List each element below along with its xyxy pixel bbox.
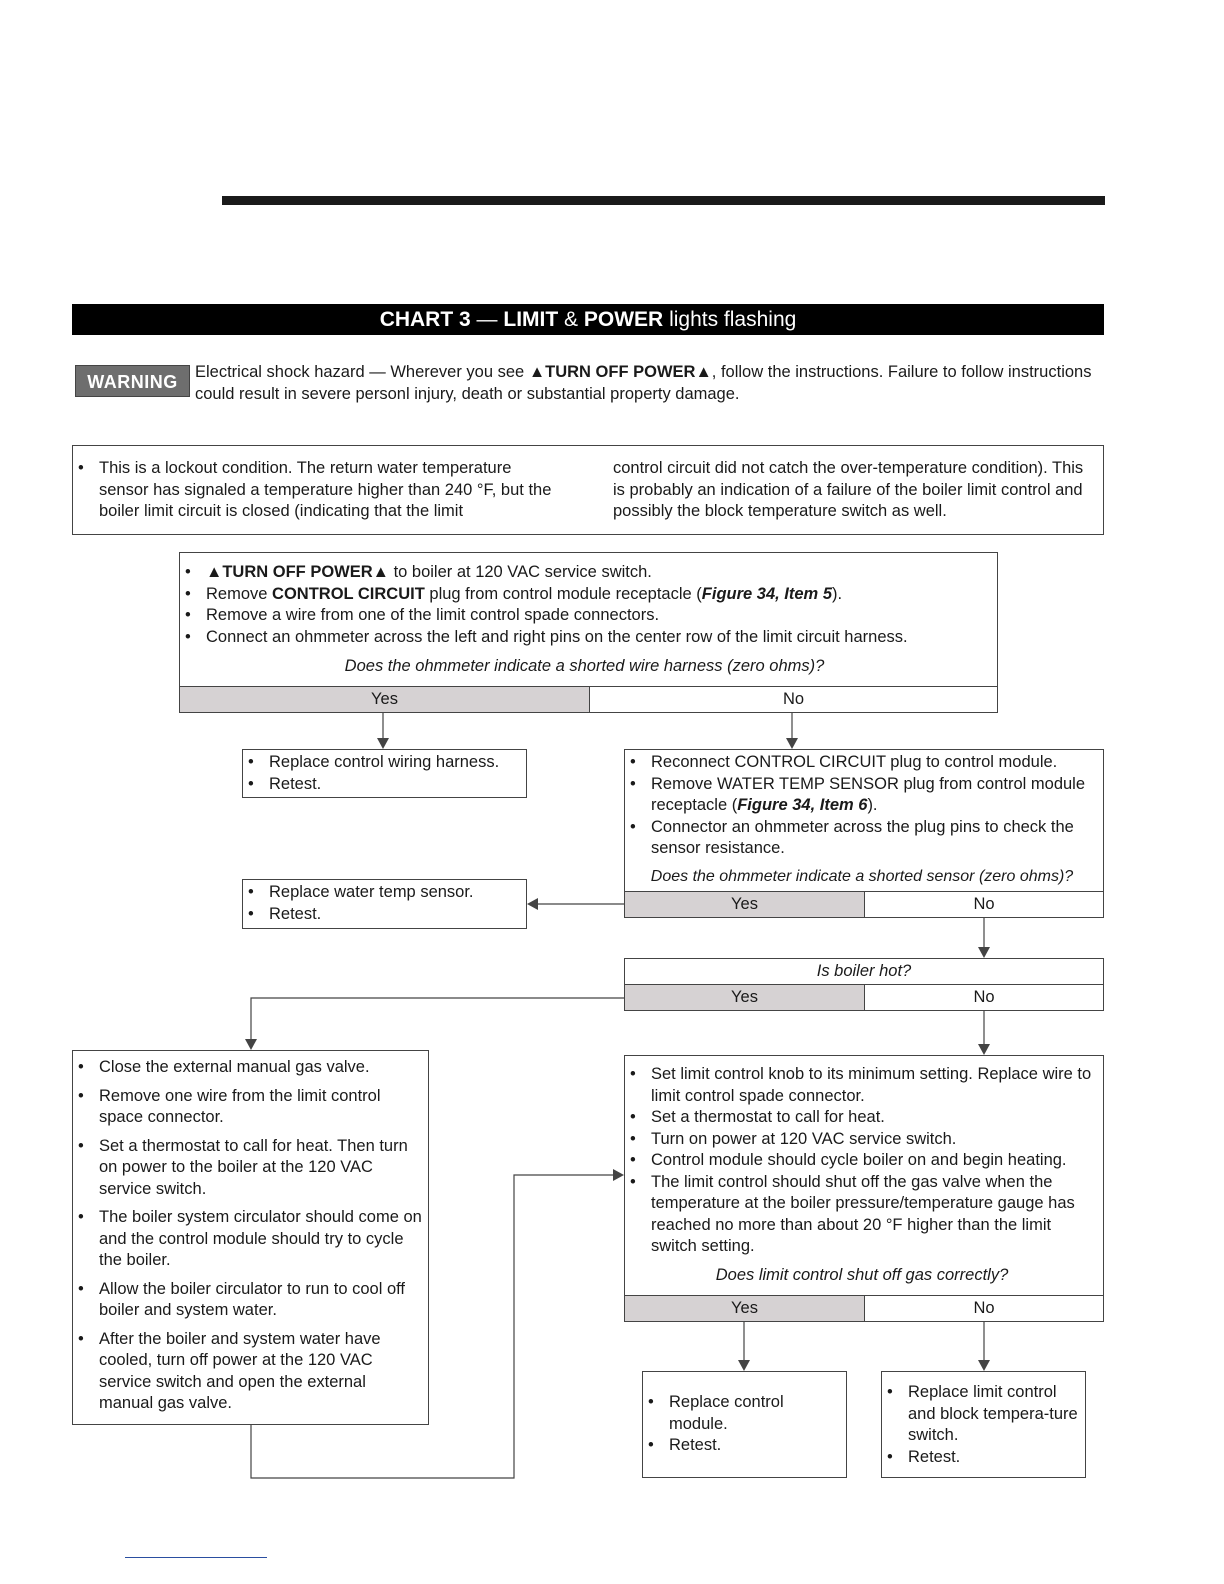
step4-item-1: • Set limit control knob to its minimum setting. Replace wire to limit control spade connector.: [625, 1064, 1099, 1107]
step2-item-2-pre: Remove WATER TEMP SENSOR plug from control module receptacle (: [651, 774, 1086, 814]
step1-turn-off-power: ▲TURN OFF POWER▲: [206, 563, 389, 581]
chart-title-amp: &: [558, 308, 584, 331]
step4-item-5: • The limit control should shut off the gas valve when the temperature at the boiler pressure/temperature gauge has reached no more than about 20 °F higher than the limit switch setting.: [625, 1172, 1099, 1258]
cool-down-item-2: • Remove one wire from the limit control space connector.: [73, 1086, 424, 1129]
replace-harness-item-1: • Replace control wiring harness.: [243, 752, 526, 774]
step1-item-2-post: ).: [832, 584, 843, 603]
step4-item-4: • Control module should cycle boiler on and begin heating.: [625, 1150, 1099, 1172]
replace-sensor-item-1: • Replace water temp sensor.: [243, 882, 526, 904]
step1-question: Does the ohmmeter indicate a shorted wire harness (zero ohms)?: [344, 657, 825, 675]
step2-item-3: • Connector an ohmmeter across the plug pins to check the sensor resistance.: [625, 817, 1099, 860]
warning-badge: WARNING: [75, 365, 190, 397]
chart-title-power: POWER: [583, 308, 664, 331]
warning-text-part1: Electrical shock hazard — Wherever you see: [195, 363, 529, 381]
chart-title-prefix: CHART 3: [379, 308, 471, 331]
step1-item-2-pre: Remove: [206, 584, 273, 603]
intro-text-1: • This is a lockout condition. The return water temperature sensor has signaled a temperature higher than 240 °F, but the boiler limit circuit is closed (indicating that the limit: [73, 458, 563, 523]
step4-item-3: • Turn on power at 120 VAC service switch.: [625, 1129, 1099, 1151]
step4-item-2: • Set a thermostat to call for heat.: [625, 1107, 1099, 1129]
cool-down-item-6: • After the boiler and system water have cooled, turn off power at the 120 VAC service switch and open the external manual gas valve.: [73, 1329, 424, 1415]
replace-harness-item-2: • Retest.: [243, 774, 526, 796]
step2-no: No: [973, 895, 995, 913]
chart-title-limit: LIMIT: [503, 308, 559, 331]
cool-down-item-3: • Set a thermostat to call for heat. Then turn on power to the boiler at the 120 VAC service switch.: [73, 1136, 424, 1201]
step3-yes: Yes: [625, 985, 864, 1010]
replace-limit-item-2: • Retest.: [882, 1447, 1081, 1469]
step2-figure-ref: Figure 34, Item 6: [737, 796, 868, 814]
step2-item-1: • Reconnect CONTROL CIRCUIT plug to control module.: [625, 752, 1099, 774]
step4-yes: Yes: [625, 1296, 864, 1321]
replace-module-item-2: • Retest.: [643, 1435, 842, 1457]
step4-no: No: [973, 1299, 995, 1317]
step3-question: Is boiler hot?: [816, 962, 912, 980]
arrowhead-7: [613, 1169, 624, 1181]
connector-step3-yes: [251, 998, 624, 1041]
step1-no: No: [782, 690, 805, 708]
step2-question: Does the ohmmeter indicate a shorted sensor (zero ohms)?: [650, 867, 1074, 885]
arrowhead-3: [527, 898, 538, 910]
footer-link-rule: [125, 1557, 267, 1558]
step1-item-4: • Connect an ohmmeter across the left and right pins on the center row of the limit circuit harness.: [180, 627, 989, 649]
step4-question: Does limit control shut off gas correctly?: [715, 1265, 1009, 1284]
arrowhead-1: [377, 738, 389, 749]
arrowhead-4: [978, 947, 990, 958]
replace-sensor-item-2: • Retest.: [243, 904, 526, 926]
step1-yes: Yes: [180, 687, 589, 712]
replace-module-item-1: • Replace control module.: [643, 1392, 842, 1435]
arrowhead-9: [978, 1360, 990, 1371]
step1-item-1-text: to boiler at 120 VAC service switch.: [388, 563, 652, 581]
arrowhead-6: [978, 1044, 990, 1055]
step1-figure-ref: Figure 34, Item 5: [701, 584, 832, 603]
cool-down-item-4: • The boiler system circulator should come on and the control module should try to cycle the boiler.: [73, 1207, 424, 1272]
arrowhead-5: [245, 1039, 257, 1050]
step1-item-2-mid: plug from control module receptacle (: [424, 584, 702, 603]
cool-down-item-1: • Close the external manual gas valve.: [73, 1057, 424, 1079]
arrowhead-8: [738, 1360, 750, 1371]
step1-item-3: • Remove a wire from one of the limit control spade connectors.: [180, 605, 989, 627]
step2-item-2-post: ).: [867, 796, 878, 814]
connector-cool-down-return: [251, 1175, 614, 1478]
cool-down-item-5: • Allow the boiler circulator to run to cool off boiler and system water.: [73, 1279, 424, 1322]
step2-yes: Yes: [625, 892, 864, 917]
warning-text-part2: , follow the instructions. Failure to follow instructions could result in severe personl injury, death or substantial property damage.: [195, 363, 1092, 403]
chart-title-rest: lights flashing: [663, 308, 797, 331]
step3-no: No: [973, 988, 995, 1006]
warning-turn-off-power: ▲TURN OFF POWER▲: [528, 363, 712, 381]
chart-title-dash: —: [470, 308, 504, 331]
intro-text-2: control circuit did not catch the over-temperature condition). This is probably an indication of a failure of the boiler limit control and possibly the block temperature switch as well.: [613, 459, 1084, 520]
replace-limit-item-1: • Replace limit control and block tempera-ture switch.: [882, 1382, 1081, 1447]
step1-item-2-bold: CONTROL CIRCUIT: [272, 584, 425, 603]
arrowhead-2: [786, 738, 798, 749]
